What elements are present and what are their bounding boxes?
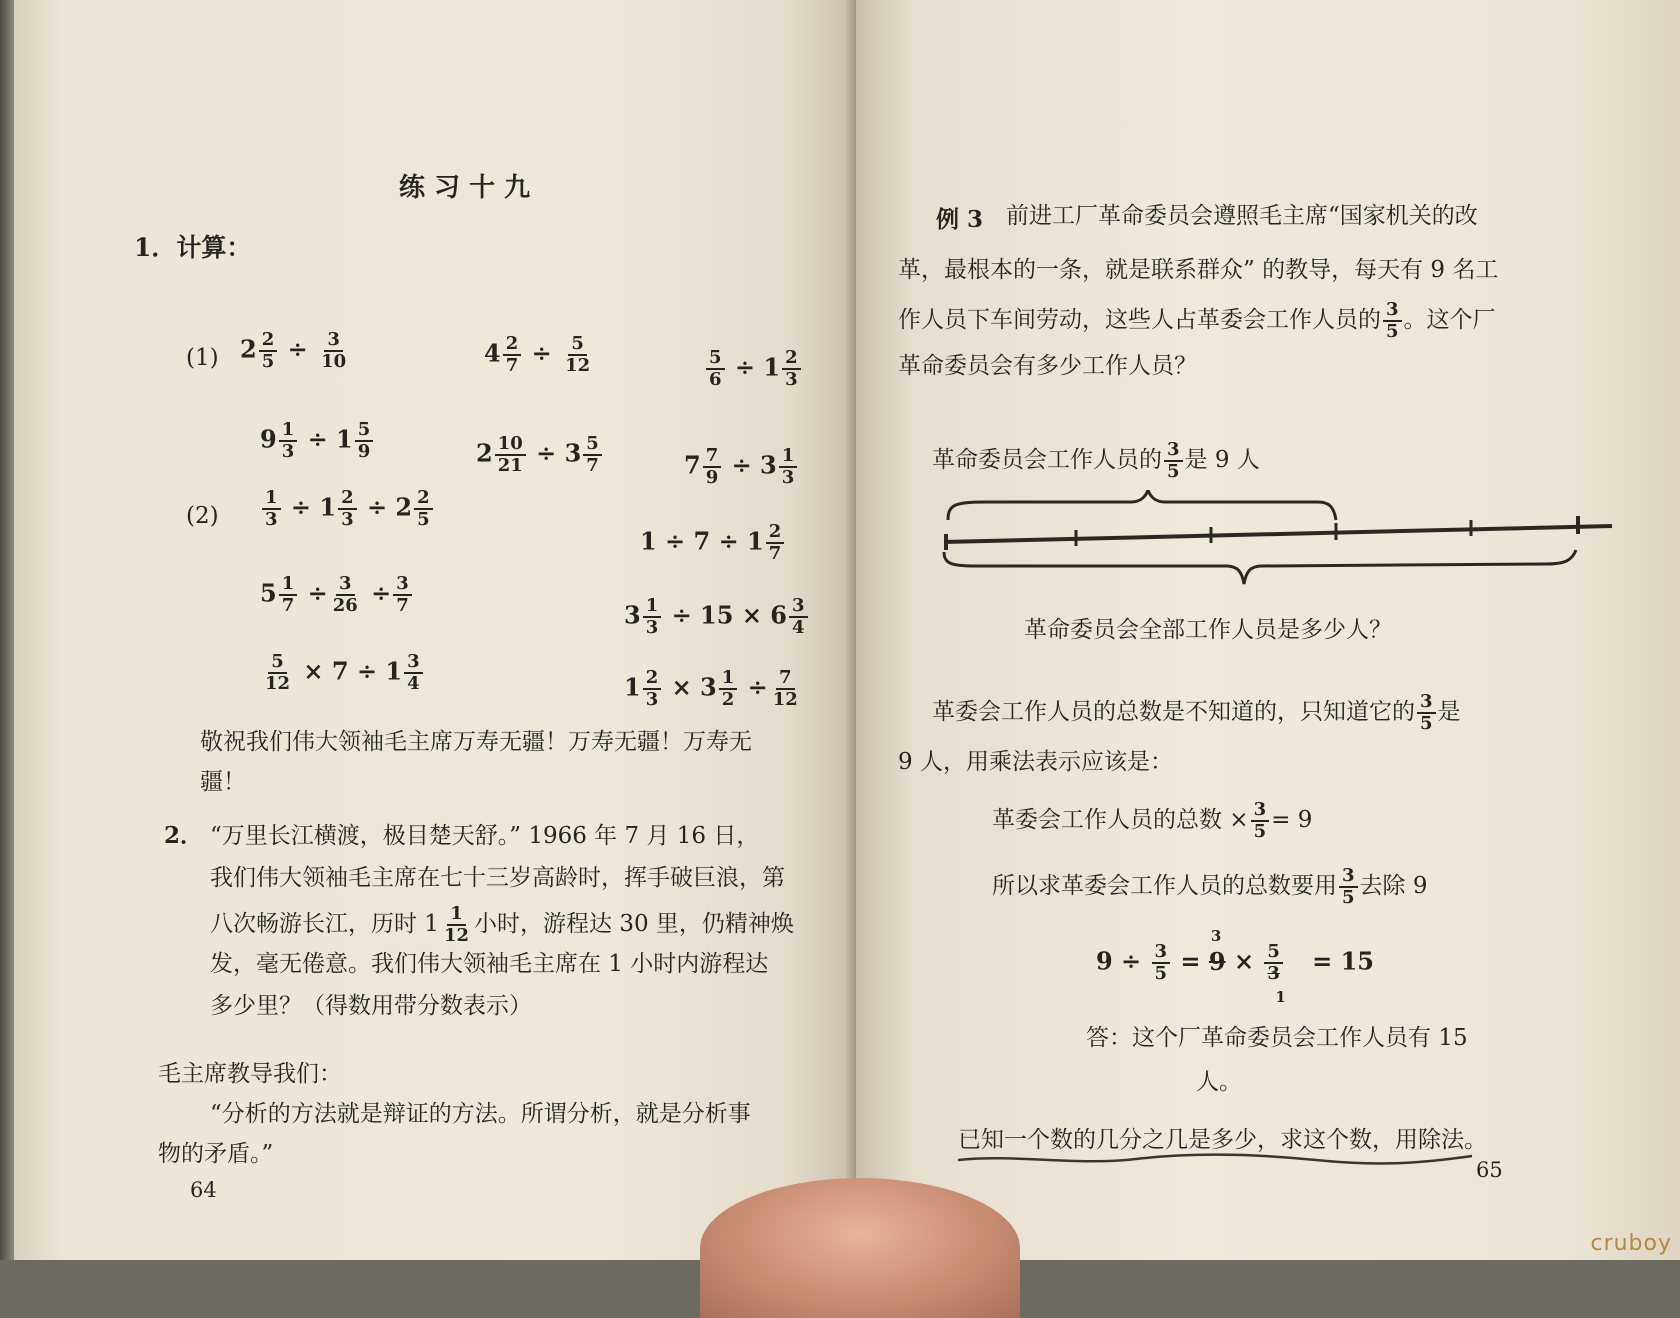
question-2-line: 发，毫无倦意。我们伟大领袖毛主席在 1 小时内游程达 xyxy=(210,951,769,977)
quote-line: 物的矛盾。” xyxy=(158,1141,274,1167)
question-2-number: 2． xyxy=(164,822,204,849)
expression: 2 $\frac{10}{21}$ ÷ 3 $\frac{5}{7}$ xyxy=(476,434,604,476)
right-page xyxy=(856,0,1680,1260)
diagram-top-label: 革命委员会工作人员的 $\frac{3}{5}$ 是 9 人 xyxy=(932,439,1260,482)
problem-line: 革命委员会有多少工作人员？ xyxy=(898,353,1197,379)
question-2-line: 多少里？（得数用带分数表示） xyxy=(210,993,532,1019)
calculation: 9 ÷ $\frac{3}{5}$ = 3 9 × $\frac{5}{3}$ $_1$ = 15 xyxy=(1096,926,1374,1006)
problem-line: 革，最根本的一条，就是联系群众” 的教导，每天有 9 名工 xyxy=(898,257,1499,283)
expression: 2 $\frac{2}{5}$ ÷ $\frac{3}{10}$ xyxy=(240,329,347,372)
answer-line: 答：这个厂革命委员会工作人员有 15 xyxy=(1086,1025,1468,1051)
rule-text: 已知一个数的几分之几是多少，求这个数，用除法。 xyxy=(958,1127,1487,1153)
bottom-brace xyxy=(944,550,1576,584)
expression: 1 ÷ 7 ÷ 1 $\frac{2}{7}$ xyxy=(640,522,786,564)
expression: 5 $\frac{1}{7}$ ÷ $\frac{3}{26}$ ÷ $\frac{3}{7}$ xyxy=(260,574,414,616)
quote-line: “分析的方法就是辩证的方法。所谓分析，就是分析事 xyxy=(210,1101,751,1127)
exercise-title: 练 习 十 九 xyxy=(399,173,531,203)
watermark: cruboy xyxy=(1590,1231,1672,1256)
expression: 9 $\frac{1}{3}$ ÷ 1 $\frac{5}{9}$ xyxy=(260,420,375,462)
equation: 革委会工作人员的总数 × $\frac{3}{5}$ = 9 xyxy=(992,799,1313,842)
slogan-line: 敬祝我们伟大领袖毛主席万寿无疆！万寿无疆！万寿无 xyxy=(200,729,752,755)
expression: 1 $\frac{2}{3}$ × 3 $\frac{1}{2}$ ÷ $\frac{7}{12}$ xyxy=(624,667,798,710)
segment-line xyxy=(944,526,1612,542)
expression: 3 $\frac{1}{3}$ ÷ 15 × 6 $\frac{3}{4}$ xyxy=(624,596,810,638)
explanation-line: 所以求革委会工作人员的总数要用 $\frac{3}{5}$ 去除 9 xyxy=(992,865,1428,908)
expression: 4 $\frac{2}{7}$ ÷ $\frac{5}{12}$ xyxy=(484,333,591,376)
answer-line: 人。 xyxy=(1196,1069,1242,1095)
expression: $\frac{5}{6}$ ÷ 1 $\frac{2}{3}$ xyxy=(704,348,803,390)
set-2-label: (2) xyxy=(186,503,219,529)
question-2-line: “万里长江横渡，极目楚天舒。” 1966 年 7 月 16 日， xyxy=(210,823,760,849)
example-label: 例 3 xyxy=(936,206,984,233)
segment-diagram xyxy=(926,490,1626,600)
thumb xyxy=(700,1178,1020,1318)
left-page xyxy=(14,0,856,1260)
problem-line: 作人员下车间劳动，这些人占革委会工作人员的 $\frac{3}{5}$ 。这个厂 xyxy=(898,299,1496,342)
expression: 7 $\frac{7}{9}$ ÷ 3 $\frac{1}{3}$ xyxy=(684,446,799,488)
explanation-line: 9 人，用乘法表示应该是： xyxy=(898,749,1173,775)
page-number: 65 xyxy=(1476,1158,1503,1182)
page-number: 64 xyxy=(190,1178,217,1202)
question-2-line: 八次畅游长江，历时 1 $\frac{1}{12}$ 小时，游程达 30 里，仍精神焕 xyxy=(210,903,794,946)
explanation-line: 革委会工作人员的总数是不知道的，只知道它的 $\frac{3}{5}$ 是 xyxy=(932,691,1461,734)
problem-line: 前进工厂革命委员会遵照毛主席“国家机关的改 xyxy=(1006,203,1478,229)
expression: $\frac{1}{3}$ ÷ 1 $\frac{2}{3}$ ÷ 2 $\frac{2}{5}$ xyxy=(260,488,435,530)
top-brace xyxy=(948,490,1336,520)
diagram-bottom-label: 革命委员会全部工作人员是多少人？ xyxy=(1024,617,1392,643)
question-2-line: 我们伟大领袖毛主席在七十三岁高龄时，挥手破巨浪，第 xyxy=(210,865,785,891)
set-1-label: (1) xyxy=(186,345,219,371)
teaching-intro: 毛主席教导我们： xyxy=(158,1061,342,1087)
question-1-label: 1．计算： xyxy=(134,233,252,262)
slogan-line: 疆！ xyxy=(200,769,246,795)
handwritten-underline xyxy=(956,1150,1476,1170)
expression: $\frac{5}{12}$ × 7 ÷ 1 $\frac{3}{4}$ xyxy=(260,652,425,694)
